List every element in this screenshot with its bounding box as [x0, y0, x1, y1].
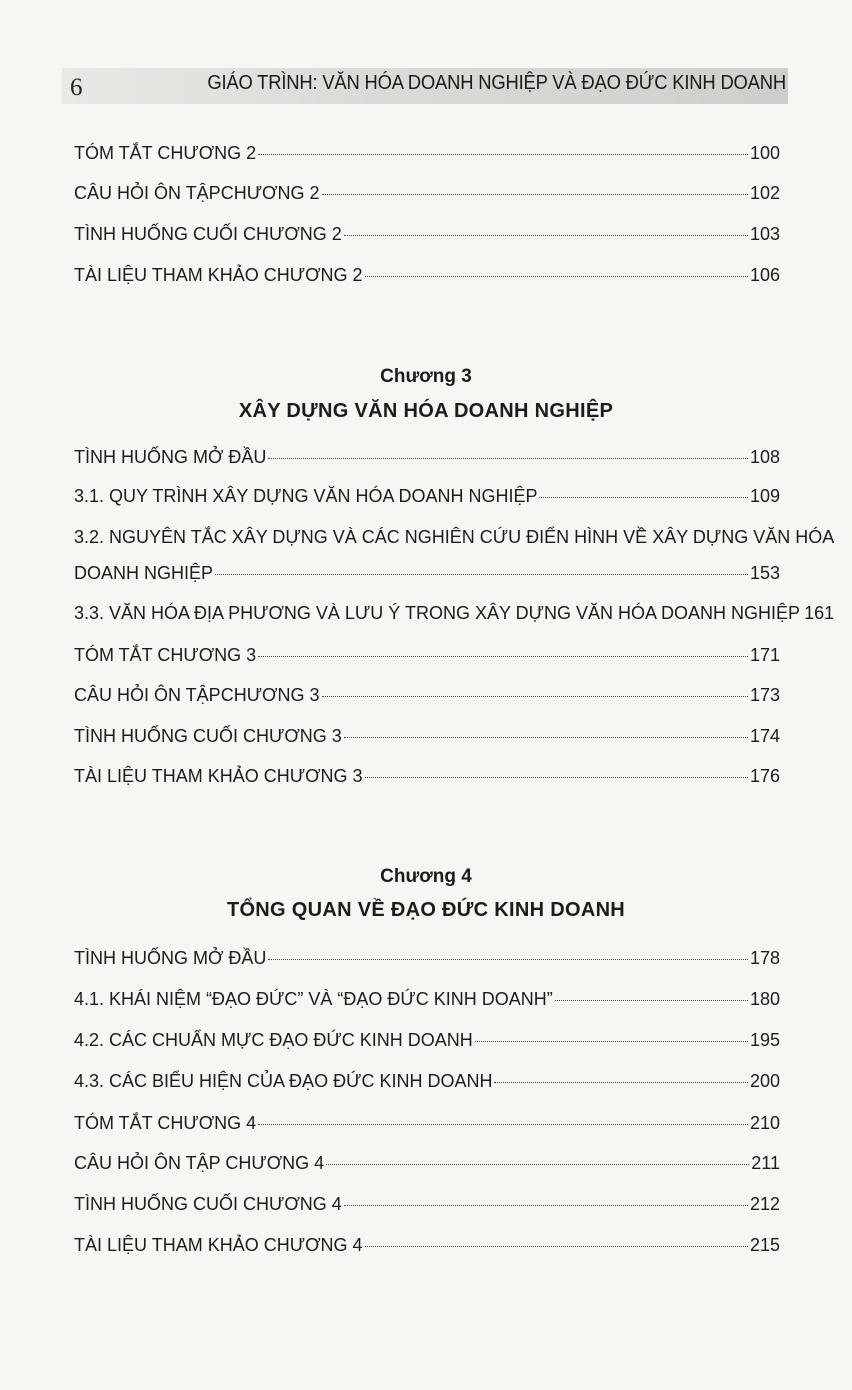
- chapter-label: Chương 4: [380, 866, 472, 887]
- toc-entry: [74, 725, 780, 747]
- chapter-label: Chương 3: [380, 366, 472, 387]
- toc-leader-dots: [326, 1164, 749, 1165]
- running-title: GIÁO TRÌNH: VĂN HÓA DOANH NGHIỆP VÀ ĐẠO ĐỨC KINH DOANH: [207, 72, 786, 94]
- chapter-title: TỔNG QUAN VỀ ĐẠO ĐỨC KINH DOANH: [226, 899, 626, 921]
- toc-entry-label: TÓM TẮT CHƯƠNG 2: [74, 143, 257, 163]
- toc-entry: [74, 947, 780, 969]
- toc-entry-page: 102: [749, 183, 780, 203]
- toc-entry-label: TÀI LIỆU THAM KHẢO CHƯƠNG 2: [74, 265, 363, 285]
- toc-entry-page: 153: [749, 563, 780, 583]
- toc-entry: [74, 1070, 780, 1092]
- toc-entry: [74, 602, 835, 624]
- toc-entry-page: 180: [749, 989, 780, 1009]
- toc-leader-dots: [555, 1000, 748, 1001]
- toc-leader-dots: [268, 458, 748, 459]
- toc-entry: [74, 223, 780, 245]
- toc-entry-page: 100: [749, 143, 780, 163]
- toc-entry-page: 176: [749, 766, 780, 786]
- toc-entry-page: 161: [804, 603, 835, 623]
- toc-entry-label: CÂU HỎI ÔN TẬPCHƯƠNG 2: [74, 183, 320, 203]
- toc-entry-label-line1: 3.2. NGUYÊN TẮC XÂY DỰNG VÀ CÁC NGHIÊN CỨU ĐIỂN HÌNH VỀ XÂY DỰNG VĂN HÓA: [74, 527, 835, 547]
- toc-entry: [74, 142, 780, 164]
- toc-entry: [74, 264, 780, 286]
- toc-entry: [74, 485, 780, 507]
- chapter-title: XÂY DỰNG VĂN HÓA DOANH NGHIỆP: [238, 400, 614, 422]
- toc-entry-label: 4.1. KHÁI NIỆM “ĐẠO ĐỨC” VÀ “ĐẠO ĐỨC KINH DOANH”: [74, 989, 553, 1009]
- toc-leader-dots: [258, 154, 748, 155]
- toc-entry-label: TÌNH HUỐNG CUỐI CHƯƠNG 4: [74, 1194, 342, 1214]
- toc-entry: [74, 1193, 780, 1215]
- toc-entry-page: 174: [749, 726, 780, 746]
- toc-entry-page: 215: [749, 1235, 780, 1255]
- toc-entry-label: TÀI LIỆU THAM KHẢO CHƯƠNG 4: [74, 1235, 363, 1255]
- toc-leader-dots: [539, 497, 747, 498]
- toc-leader-dots: [258, 656, 748, 657]
- toc-entry-label: 3.1. QUY TRÌNH XÂY DỰNG VĂN HÓA DOANH NGHIỆP: [74, 486, 538, 506]
- toc-leader-dots: [365, 276, 748, 277]
- toc-entry: [74, 562, 780, 584]
- toc-entry: [74, 988, 780, 1010]
- toc-entry-page: 171: [749, 645, 780, 665]
- toc-entry-page: 212: [749, 1194, 780, 1214]
- toc-entry-label: DOANH NGHIỆP: [74, 563, 214, 583]
- toc-entry-label: TÌNH HUỐNG MỞ ĐẦU: [74, 447, 267, 467]
- toc-entry-page: 211: [751, 1153, 780, 1173]
- toc-entry-label: TÀI LIỆU THAM KHẢO CHƯƠNG 3: [74, 766, 363, 786]
- toc-entry-label: 4.2. CÁC CHUẨN MỰC ĐẠO ĐỨC KINH DOANH: [74, 1030, 473, 1050]
- toc-entry-page: 195: [749, 1030, 780, 1050]
- toc-entry-label: TÌNH HUỐNG CUỐI CHƯƠNG 2: [74, 224, 342, 244]
- toc-entry: [74, 182, 780, 204]
- toc-leader-dots: [344, 235, 748, 236]
- toc-leader-dots: [365, 777, 748, 778]
- toc-entry: [74, 1112, 780, 1134]
- toc-entry-label: CÂU HỎI ÔN TẬP CHƯƠNG 4: [74, 1153, 325, 1173]
- toc-entry-label: TÓM TẮT CHƯƠNG 4: [74, 1113, 257, 1133]
- toc-leader-dots: [268, 959, 748, 960]
- toc-entry-page: 103: [749, 224, 780, 244]
- toc-leader-dots: [322, 194, 748, 195]
- toc-leader-dots: [258, 1124, 748, 1125]
- toc-entry-page: 108: [749, 447, 780, 467]
- toc-entry-label: 4.3. CÁC BIỂU HIỆN CỦA ĐẠO ĐỨC KINH DOANH: [74, 1071, 493, 1091]
- toc-leader-dots: [494, 1082, 748, 1083]
- toc-entry: [74, 684, 780, 706]
- toc-entry-label: CÂU HỎI ÔN TẬPCHƯƠNG 3: [74, 685, 320, 705]
- page-number: 6: [70, 74, 83, 101]
- toc-leader-dots: [322, 696, 748, 697]
- toc-entry-label: TÌNH HUỐNG CUỐI CHƯƠNG 3: [74, 726, 342, 746]
- toc-entry-label: TÓM TẮT CHƯƠNG 3: [74, 645, 257, 665]
- toc-entry: [74, 644, 780, 666]
- toc-entry-page: 178: [749, 948, 780, 968]
- toc-leader-dots: [365, 1246, 748, 1247]
- toc-entry-label: TÌNH HUỐNG MỞ ĐẦU: [74, 948, 267, 968]
- toc-entry: [74, 1029, 780, 1051]
- toc-leader-dots: [215, 574, 748, 575]
- toc-leader-dots: [344, 1205, 748, 1206]
- toc-entry-page: 200: [749, 1071, 780, 1091]
- toc-entry: [74, 446, 780, 468]
- toc-entry-page: 109: [749, 486, 780, 506]
- toc-leader-dots: [344, 737, 748, 738]
- toc-entry-page: 210: [749, 1113, 780, 1133]
- toc-leader-dots: [475, 1041, 748, 1042]
- toc-entry: [74, 1234, 780, 1256]
- toc-entry: [74, 765, 780, 787]
- toc-entry: [74, 1152, 780, 1174]
- toc-entry-label: 3.3. VĂN HÓA ĐỊA PHƯƠNG VÀ LƯU Ý TRONG XÂY DỰNG VĂN HÓA DOANH NGHIỆP: [74, 603, 801, 623]
- toc-entry-page: 106: [749, 265, 780, 285]
- toc-entry-page: 173: [749, 685, 780, 705]
